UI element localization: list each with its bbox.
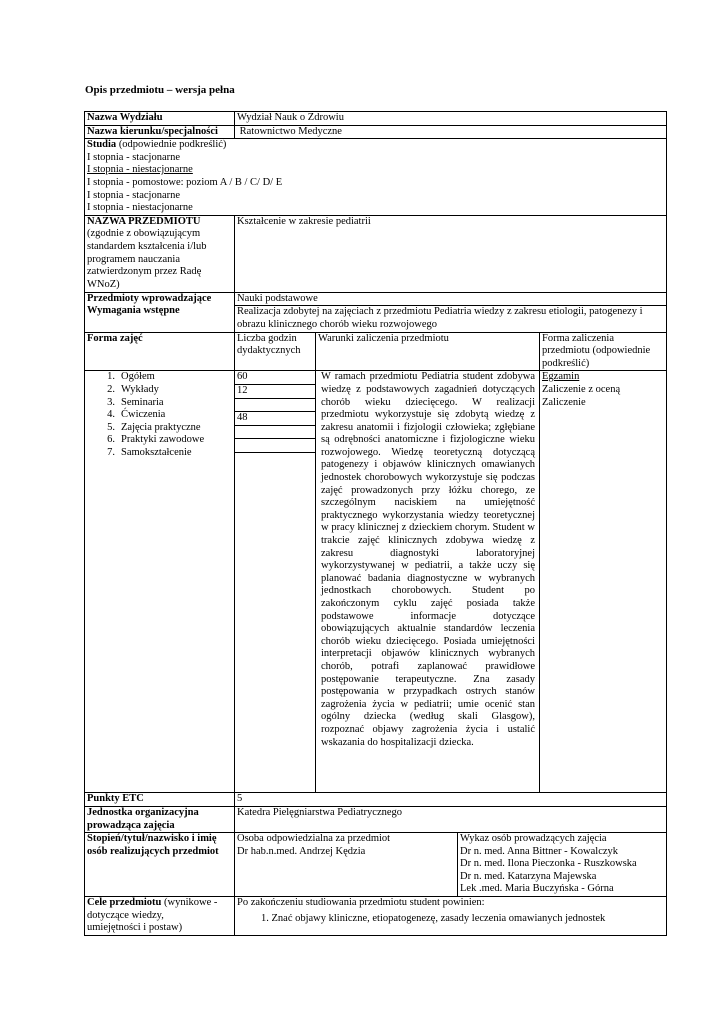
goals-label-note: umiejętności i postaw)	[87, 922, 183, 934]
list-item: 3. Seminaria	[107, 396, 164, 408]
credit-form-pass: Zaliczenie	[542, 396, 586, 408]
forms-list	[87, 371, 232, 459]
credit-form-exam: Egzamin	[542, 371, 580, 383]
forms-body-row	[85, 371, 667, 793]
responsible-header: Osoba odpowiedzialna za przedmiot	[237, 833, 391, 845]
studies-option: I stopnia - stacjonarne	[87, 189, 181, 201]
hours-cell	[235, 371, 316, 793]
hours-value: 60	[235, 371, 315, 385]
credit-header-line: przedmiotu (odpowiednie	[542, 345, 651, 357]
staff-label-line: Stopień/tytuł/nazwisko i imię	[87, 833, 217, 845]
goals-label-note: dotyczące wiedzy,	[87, 909, 164, 921]
credit-forms-cell	[540, 371, 667, 793]
credit-header-line: Forma zaliczenia	[542, 332, 615, 344]
unit-label-line: Jednostka organizacyjna	[87, 806, 199, 818]
faculty-row	[85, 112, 667, 126]
subject-label-note: (zgodnie z obowiązującym	[87, 228, 201, 240]
hours-header-line: Liczba godzin	[237, 332, 297, 344]
goals-item: 1. Znać objawy kliniczne, etiopatogenezę, zasady leczenia omawianych jednostek	[261, 912, 606, 924]
goals-value	[235, 897, 667, 936]
prereq-subjects-row	[85, 292, 667, 306]
studies-option: I stopnia - stacjonarne	[87, 151, 181, 163]
list-item: 1. Ogółem	[107, 371, 155, 383]
teacher-name: Dr n. med. Anna Bittner - Kowalczyk	[460, 845, 619, 857]
studies-cell	[85, 139, 667, 216]
ects-label: Punkty ETC	[85, 793, 235, 807]
subject-label-cell	[85, 215, 235, 292]
conditions-header: Warunki zaliczenia przedmiotu	[316, 332, 540, 371]
teacher-name: Dr n. med. Ilona Pieczonka - Ruszkowska	[460, 858, 637, 870]
hours-header-line: dydaktycznych	[237, 345, 301, 357]
forms-list-cell	[85, 371, 235, 793]
staff-row	[85, 833, 667, 897]
staff-label-line: osób realizujących przedmiot	[87, 845, 219, 857]
prereq-subjects-label: Przedmioty wprowadzające	[87, 292, 212, 304]
subject-label: NAZWA PRZEDMIOTU	[87, 215, 201, 227]
studies-option: I stopnia - niestacjonarne	[87, 202, 193, 214]
hours-value: 12	[235, 385, 315, 399]
list-item: 2. Wykłady	[107, 383, 159, 395]
ects-row	[85, 793, 667, 807]
prereq-line: Realizacja zdobytej na zajęciach z przedmiotu Pediatria wiedzy z zakresu etiologii, patogenezy i	[237, 306, 643, 318]
prereq-subjects-value: Nauki podstawowe	[235, 292, 667, 306]
studies-row	[85, 139, 667, 216]
subject-row	[85, 215, 667, 292]
teacher-name: Dr n. med. Katarzyna Majewska	[460, 870, 597, 882]
credit-form-graded: Zaliczenie z oceną	[542, 383, 621, 395]
list-item: 5. Zajęcia praktyczne	[107, 421, 201, 433]
studies-label-note: (odpowiednie podkreślić)	[116, 139, 227, 151]
subject-label-note: programem nauczania	[87, 253, 180, 265]
hours-value	[235, 439, 315, 453]
credit-header-line: podkreślić)	[542, 357, 590, 369]
ects-value: 5	[235, 793, 667, 807]
hours-header	[235, 332, 316, 371]
faculty-value: Wydział Nauk o Zdrowiu	[235, 112, 667, 126]
conditions-cell	[316, 371, 540, 793]
prereq-line: obrazu klinicznego chorób wieku rozwojowego	[237, 318, 438, 330]
list-item: 4. Ćwiczenia	[107, 409, 166, 421]
forms-header-row	[85, 332, 667, 371]
subject-label-note: zatwierdzonym przez Radę	[87, 266, 202, 278]
hours-value: 48	[235, 412, 315, 426]
unit-row	[85, 806, 667, 832]
responsible-person: Dr hab.n.med. Andrzej Kędzia	[237, 845, 366, 857]
goals-label-bold: Cele przedmiotu	[87, 897, 162, 909]
prereq-labels-cell	[85, 292, 235, 332]
subject-value: Kształcenie w zakresie pediatrii	[235, 215, 667, 292]
field-label: Nazwa kierunku/specjalności	[85, 125, 235, 139]
studies-label: Studia	[87, 139, 117, 151]
goals-intro: Po zakończeniu studiowania przedmiotu student powinien:	[237, 897, 485, 909]
goals-label	[85, 897, 235, 936]
staff-label	[85, 833, 235, 897]
subject-label-note: standardem kształcenia i/lub	[87, 240, 207, 252]
studies-option-underlined: I stopnia - niestacjonarne	[87, 164, 193, 176]
teacher-name: Lek .med. Maria Buczyńska - Górna	[460, 883, 614, 895]
hours-value	[235, 399, 315, 413]
field-value: Ratownictwo Medyczne	[235, 125, 667, 139]
unit-value: Katedra Pielęgniarstwa Pediatrycznego	[235, 806, 667, 832]
course-description-table	[84, 111, 667, 936]
list-item: 7. Samokształcenie	[107, 446, 192, 458]
goals-label-note: (wynikowe -	[161, 897, 218, 909]
forms-label: Forma zajęć	[85, 332, 235, 371]
faculty-label: Nazwa Wydziału	[85, 112, 235, 126]
goals-row	[85, 897, 667, 936]
unit-label-line: prowadząca zajęcia	[87, 819, 175, 831]
teachers-cell	[458, 833, 667, 897]
unit-label	[85, 806, 235, 832]
studies-option: I stopnia - pomostowe: poziom A / B / C/ D/ E	[87, 176, 283, 188]
prereq-label: Wymagania wstępne	[87, 305, 180, 317]
page-title: Opis przedmiotu – wersja pełna	[85, 84, 235, 96]
hours-value	[235, 426, 315, 440]
conditions-text: W ramach przedmiotu Pediatria student zdobywa wiedzę z podstawowych zagadnień dotyczących chorób wieku dziecięcego. W realizacji przedmiotu wykorzystuje się zdobytą wiedzę z zakresu anatomii i fizjologii człowieka; zgłębiane są odrębności anatomiczne i fizjologiczne wieku rozwojowego. Wiedzę teoretyczną dotyczącą patogenezy i objawów klinicznych omawianych jednostek chorobowych wykorzystuje się podczas zajęć prowadzonych przy łóżku chorego, ze szczególnym naciskiem na umiejętność praktycznego wykorzystania wiedzy teoretycznej w pracy klinicznej z dzieckiem chorym. Student w trakcie zajęć klinicznych zdobywa wiedzę z zakresu diagnostyki laboratoryjnej wykorzystywanej w pediatrii, a także uczy się planować badania diagnostyczne w wybranych jednostkach chorobowych. Student po zakończonym cyklu zajęć posiada także podstawowe informacje dotyczące obowiązujących aktualnie standardów leczenia chorób wieku dziecięcego. Posiada umiejętności interpretacji objawów klinicznych wybranych chorób, potrafi zaplanować prawidłowe postępowanie terapeutyczne. Zna zasady postępowania w przypadkach ostrych stanów zagrożenia życia w pediatrii; umie ocenić stan ogólny dziecka (według skali Glasgow), rozpoznać objawy zagrożenia życia i ustalić wskazania do hospitalizacji dziecka.	[321, 371, 535, 748]
credit-header	[540, 332, 667, 371]
subject-label-note: WNoZ)	[87, 278, 120, 290]
teachers-header: Wykaz osób prowadzących zajęcia	[460, 833, 607, 845]
hours-list	[237, 371, 313, 453]
field-row	[85, 125, 667, 139]
list-item: 6. Praktyki zawodowe	[107, 434, 205, 446]
prereq-value	[235, 306, 667, 332]
responsible-cell	[235, 833, 458, 897]
